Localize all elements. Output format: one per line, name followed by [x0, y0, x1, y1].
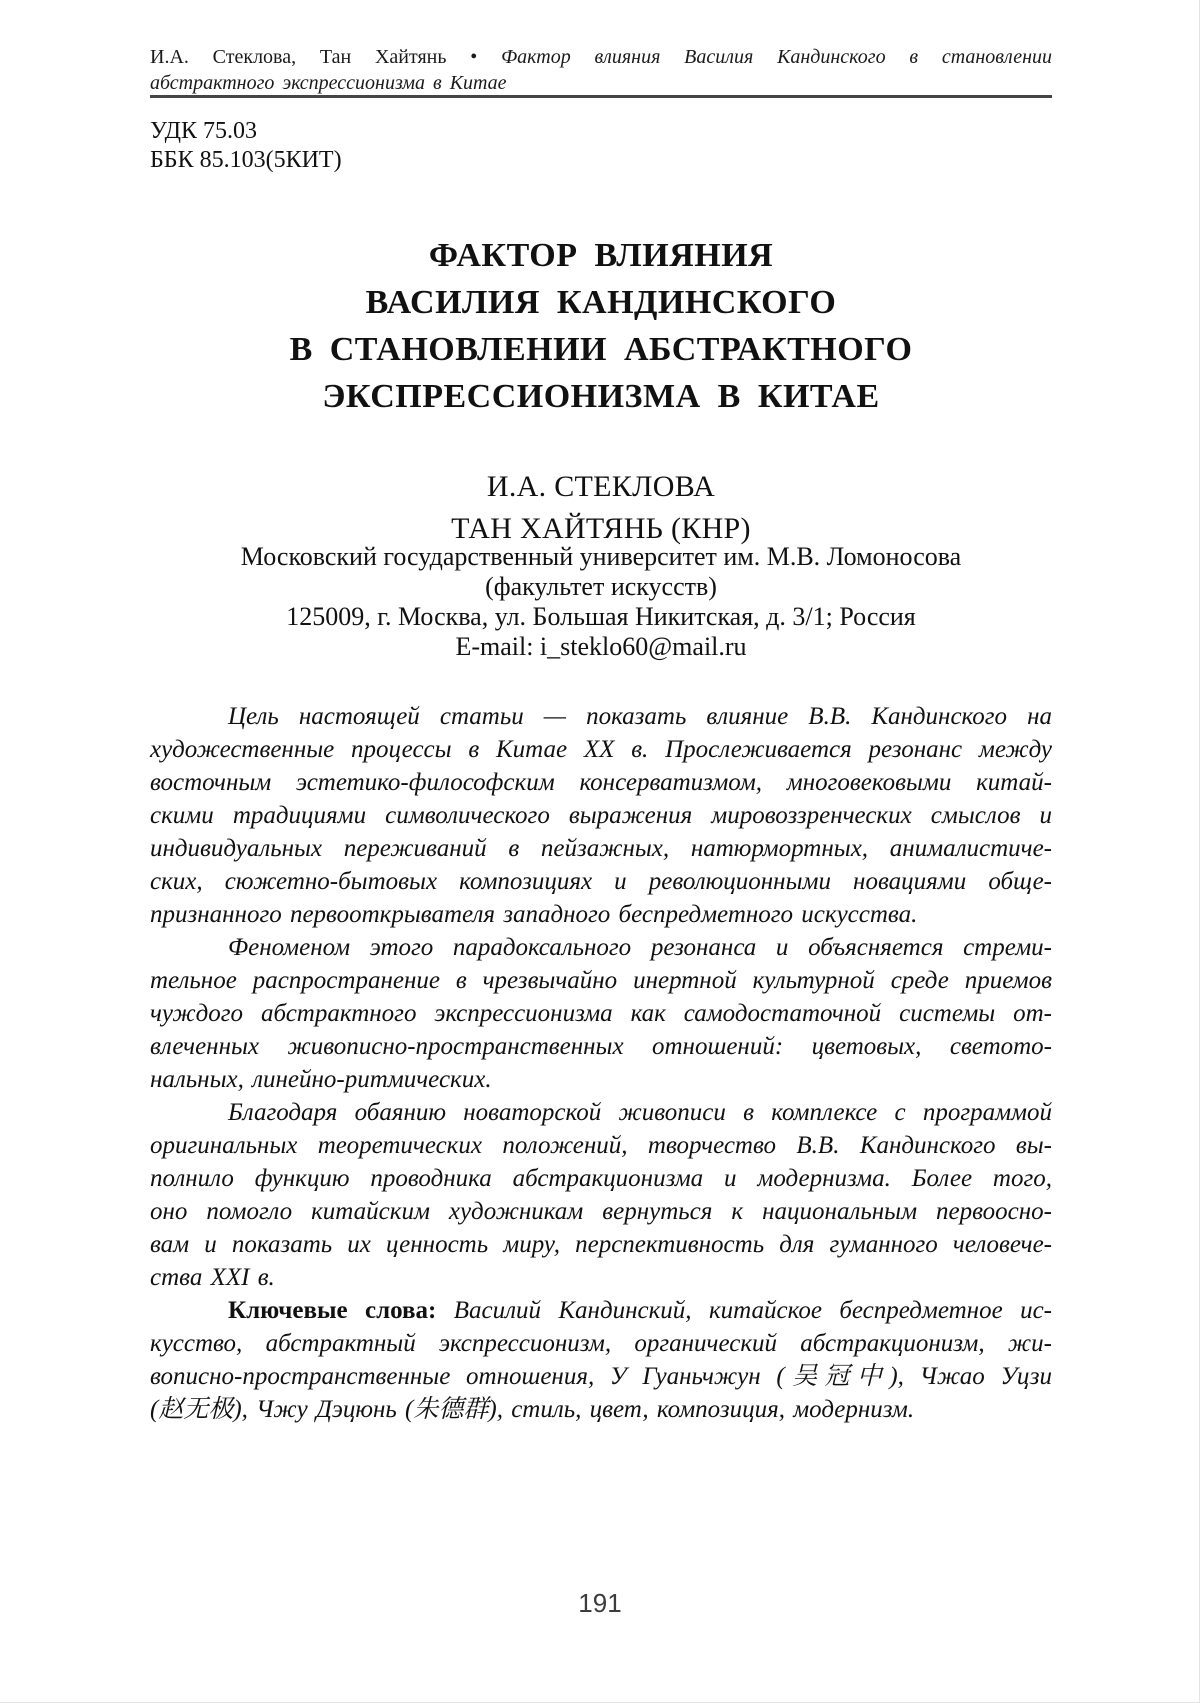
keywords-text: Василий Кандинский, китайское беспредметное ис-: [453, 1297, 1052, 1324]
udk-code: УДК 75.03: [150, 118, 257, 144]
running-head-line-1: [150, 44, 1052, 70]
running-head-title-part2: абстрактного экспрессионизма в Китае: [150, 72, 507, 94]
udc-block: [150, 117, 1052, 175]
title-line: ФАКТОР ВЛИЯНИЯ: [428, 237, 774, 274]
running-head-title-part1: Фактор влияния Василия Кандинского в становлении: [501, 46, 1053, 68]
keywords-label: Ключевые слова:: [228, 1297, 437, 1324]
author-name: И.А. СТЕКЛОВА: [486, 470, 716, 503]
abstract-line: восточным эстетико-философским консерватизмом, многовековыми китай-: [150, 769, 1052, 796]
abstract-paragraph: [150, 700, 1052, 931]
affiliation-email: E-mail: i_steklo60@mail.ru: [455, 632, 747, 661]
affiliation-faculty: (факультет искусств): [485, 572, 717, 601]
abstract-line: Благодаря обаянию новаторской живописи в комплексе с программой: [228, 1099, 1052, 1126]
abstract-line: скими традициями символического выражения мировоззренческих смыслов и: [150, 802, 1052, 829]
keywords-line: кусство, абстрактный экспрессионизм, органический абстракционизм, жи-: [150, 1330, 1052, 1357]
title-line: В СТАНОВЛЕНИИ АБСТРАКТНОГО: [289, 331, 913, 368]
author-name: ТАН ХАЙТЯНЬ (КНР): [451, 512, 751, 545]
running-head-line-2: [150, 70, 1052, 96]
abstract-line: чуждого абстрактного экспрессионизма как самодостаточной системы от-: [150, 1000, 1052, 1027]
abstract-line: признанного первооткрывателя западного беспредметного искусства.: [150, 901, 918, 928]
bullet-separator: •: [470, 46, 478, 68]
keywords-line: вописно-пространственные отношения, У Гуаньчжун (吴冠中), Чжао Уцзи: [150, 1363, 1052, 1390]
abstract-line: оно помогло китайским художникам вернуться к национальным первоосно-: [150, 1198, 1052, 1225]
abstract-line: полнило функцию проводника абстракционизма и модернизма. Более того,: [150, 1165, 1052, 1192]
abstract-line: художественные процессы в Китае XX в. Прослеживается резонанс между: [150, 736, 1052, 763]
abstract-line: нальных, линейно-ритмических.: [150, 1066, 492, 1093]
abstract-line: ских, сюжетно-бытовых композициях и революционными новациями обще-: [150, 868, 1052, 895]
abstract-line: ства XXI в.: [150, 1264, 275, 1291]
keywords-line: [150, 1294, 1052, 1327]
abstract-line: тельное распространение в чрезвычайно инертной культурной среде приемов: [150, 967, 1052, 994]
abstract-line: индивидуальных переживаний в пейзажных, натюрмортных, анималистиче-: [150, 835, 1052, 862]
affiliation-university: Московский государственный университет им. М.В. Ломоносова: [240, 542, 962, 571]
running-head-authors: И.А. Стеклова, Тан Хайтянь: [150, 46, 447, 68]
abstract-line: Цель настоящей статьи — показать влияние В.В. Кандинского на: [228, 703, 1052, 730]
page-number: 191: [578, 1588, 622, 1618]
abstract-block: [150, 700, 1052, 1426]
abstract-line: Феноменом этого парадоксального резонанса и объясняется стреми-: [228, 934, 1052, 961]
title-line: ВАСИЛИЯ КАНДИНСКОГО: [365, 284, 837, 321]
authors-block: [150, 466, 1052, 550]
bbk-code: ББК 85.103(5КИТ): [150, 147, 342, 173]
abstract-paragraph: [150, 931, 1052, 1096]
abstract-line: вам и показать их ценность миру, перспективность для гуманного человече-: [150, 1231, 1052, 1258]
keywords-paragraph: [150, 1294, 1052, 1426]
header-divider: [150, 95, 1052, 98]
running-head: [150, 44, 1052, 96]
abstract-line: влеченных живописно-пространственных отношений: цветовых, светото-: [150, 1033, 1052, 1060]
abstract-paragraph: [150, 1096, 1052, 1294]
title-line: ЭКСПРЕССИОНИЗМА В КИТАЕ: [322, 378, 880, 415]
keywords-line: (赵无极), Чжу Дэцюнь (朱德群), стиль, цвет, композиция, модернизм.: [150, 1396, 915, 1423]
article-title: [150, 232, 1052, 420]
abstract-line: оригинальных теоретических положений, творчество В.В. Кандинского вы-: [150, 1132, 1052, 1159]
affiliation-address: 125009, г. Москва, ул. Большая Никитская, д. 3/1; Россия: [286, 602, 916, 631]
affiliation-block: [150, 542, 1052, 662]
